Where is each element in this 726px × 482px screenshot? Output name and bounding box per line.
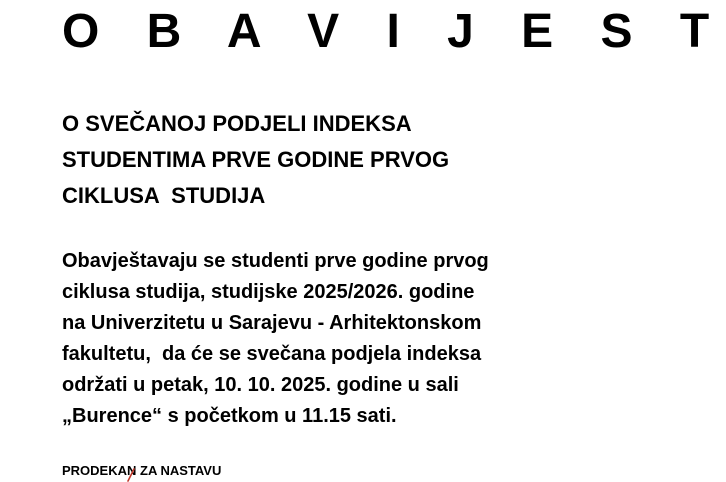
body-line: održati u petak, 10. 10. 2025. godine u sali: [62, 374, 459, 396]
subject-line: STUDENTIMA PRVE GODINE PRVOG: [62, 147, 450, 172]
body-line: ciklusa studija, studijske 2025/2026. godine: [62, 281, 475, 303]
signature-pen-mark: [124, 468, 144, 482]
notice-heading: O B A V I J E S T: [62, 5, 726, 58]
body-line: na Univerzitetu u Sarajevu - Arhitektonskom: [62, 312, 482, 334]
subject-line: O SVEČANOJ PODJELI INDEKSA: [62, 111, 412, 136]
subject-line: CIKLUSA STUDIJA: [62, 183, 266, 208]
body-line: „Burence“ s početkom u 11.15 sati.: [62, 405, 397, 427]
body-line: Obavještavaju se studenti prve godine prvog: [62, 250, 489, 272]
body-line: fakultetu, da će se svečana podjela indeksa: [62, 343, 482, 365]
signature-title: PRODEKAN ZA NASTAVU: [62, 463, 222, 478]
notice-body: [62, 246, 632, 432]
notice-subject: [62, 106, 622, 214]
